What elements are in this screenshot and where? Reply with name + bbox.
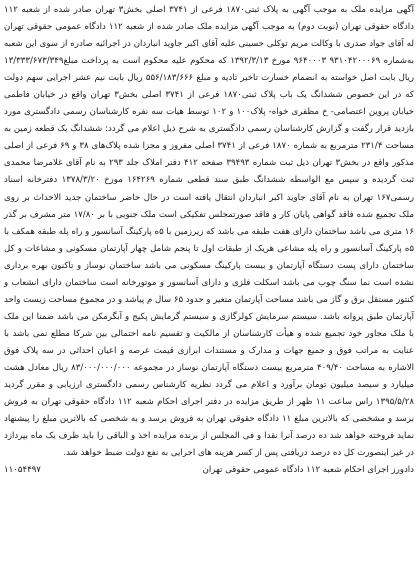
issuer-signature: دادورز اجرای احکام شعبه ۱۱۲ دادگاه عمومی حقوقی تهران [202,465,414,476]
notice-code-wrapper [4,462,41,479]
notice-footer [4,462,414,479]
notice-code: ۱۱۰۵۴۴۹۷ [4,465,41,476]
notice-body-text: آگهی مزایده ملک به موجب آگهی به پلاک ثبتی۱۸۷۰ فرعی از ۳۷۴۱ اصلی بخش۳ تهران صادر شده از شعبه ۱۱۲ دادگاه حقوقی تهران (نوبت دوم) به موجب آگهی مزایده ملک صادر شده از شعبه ۱۱۲ دادگاه عمومی حقوقی تهران له آقای جواد صدری با وکالت مریم توکلی حسینی علیه آقای اکبر جاوید انباردان در اجرائیه صادره از سوی این شعبه به‌شماره ۹۳۱۰۴۲۰۰۰۶۹ ۹۶۴۰۰۰۳ مورخ ۱۳۹۲/۳/۱۳ که محکوم علیه محکوم است به پرداخت مبلغ۱۳/۳۳۳/۶۷۳/۳۴۹ ریال بابت اصل خواسته به انضمام خسارت تاخیر تادیه و مبلغ ۵۵۶/۱۸۳/۶۶۶ ریال بابت نیم عشر اجرایی سهم دولت که در این خصوص ششدانگ یک باب پلاک ثبتی۱۸۷۰ فرعی از ۳۷۴۱ اصلی بخش۳ تهران واقع در خیابان فاطمی خیابان پروین اعتصامی- خ مظفری خواه- پلاک۱۰۰ و ۱۰۲ توسط هیات سه نفره کارشناسان رسمی دادگستری مورد بازدید قرار رگفت و گزارش کارشناسان رسمی دادگستری به شرح ذیل اعلام می گردد: ششدانگ یک قطعه زمین به مساحت ۲۳۱/۴ مترمربع به شماره ۱۸۷۰ فرعی از ۳۷۴۱ اصلی مفروز و مجزا شده پلاک‌های ۳۸ و ۶۹ فرعی از اصلی مذکور واقع در بخش۳ تهران ذیل ثبت شماره ۳۹۴۹۳ صفحه ۴۱۲ دفتر املاک جلد ۲۹۳ به نام آقای غلامرضا محمدی ثبت گردیده و سپس مع الواسطه ششدانگ طبق سند قطعی شماره ۱۶۴۲۶۹ مورخ ۱۳۷۸/۳/۲۰ دفترخانه اسناد رسمی۱۶۷ تهران به نام آقای جاوید اکبر انباردان انتقال یافته است در حال حاضر ساختمان جدید الاحداث بر روی ملک تجمیع شده فاقد گواهی پایان کار و فاقد صورتمجلس تفکیکی است ملک جنوبی با بر ۱۷/۸۰ متر مشرف بر گذر ۱۶ متری می باشد ساختمان دارای هفت طبقه می باشد که زیرزمین با ۵ه پارکینگ آسانسور و راه پله طبقه همکف با ۵ه پارکینگ آسانسور و راه پله مشاعی هریک از طبقات اول تا پنجم شامل چهار آپارتمان مسکونی و مشاعات و کل ساختمان دارای پست دستگاه آپارتمان و بیست پارکینگ مسکونی می باشد ساختمان نوساز و تاکنون بهره برداری نشده است نما سنگ چوب می باشد اسکلت فلزی و دارای آسانسور و موتورخانه است ساختمان دارای انشعاب و کنتور مستقل برق و گاز می باشد مساحت آپارتمان متغیر و حدود ۶۵ سال م پیاشد و در مجموع مساحت زیست واحد آپارتمان طبق پروانه باشد. سیستم سرمایش کولرگازی و سیستم گرمایش پکیج و آبگرمکن می باشد ضمنا این ملک با ملک مجاور خود تجمیع شده و هیأت کارشناسان از مالکیت و تقسیم نامه احتمالی بین شرکا مطلع نمی باشد با عنایت به مراتب فوق و جمیع جهات و مدارک و مستندات ابرازی قیمت عرصه و اعیان احداثی در سه پلاک فوق الاشاره به مساحت ۴۰۹/۴۰ مترمربع بیست دستگاه آپارتمان نوساز در مجموعه ۸۳/۰۰۰/۰۰۰/۰۰۰ ریال معادل هشت میلیارد و سیصد میلیون تومان برآورد و اعلام می گردد نظریه کارشناس رسمی دادگستری ارزیابی و مقرر گردید ۱۳۹۵/۵/۲۸ راس ساعت ۱۱ ظهر از طریق مزایده در دفتر اجرای احکام شعبه ۱۱۲ دادگاه حقوقی تهران به فروش برسد و مشخصی که بالاترین مبلغ ۱۱ دادگاه حقوقی تهران به فروش برسد و به شخصی که بالاترین مبلغ را پیشنهاد نماید فروخته خواهد شد ده درصد آنرا نقدا و فی المجلس از برنده مزایده اخذ و الباقی را باید ظرف یک ماه بپردازد در غیر اینصورت کل ده درصد دریافتی پس از کسر هزینه های اجرایی به نفع دولت ضبط خواهد شد. [4,5,415,459]
